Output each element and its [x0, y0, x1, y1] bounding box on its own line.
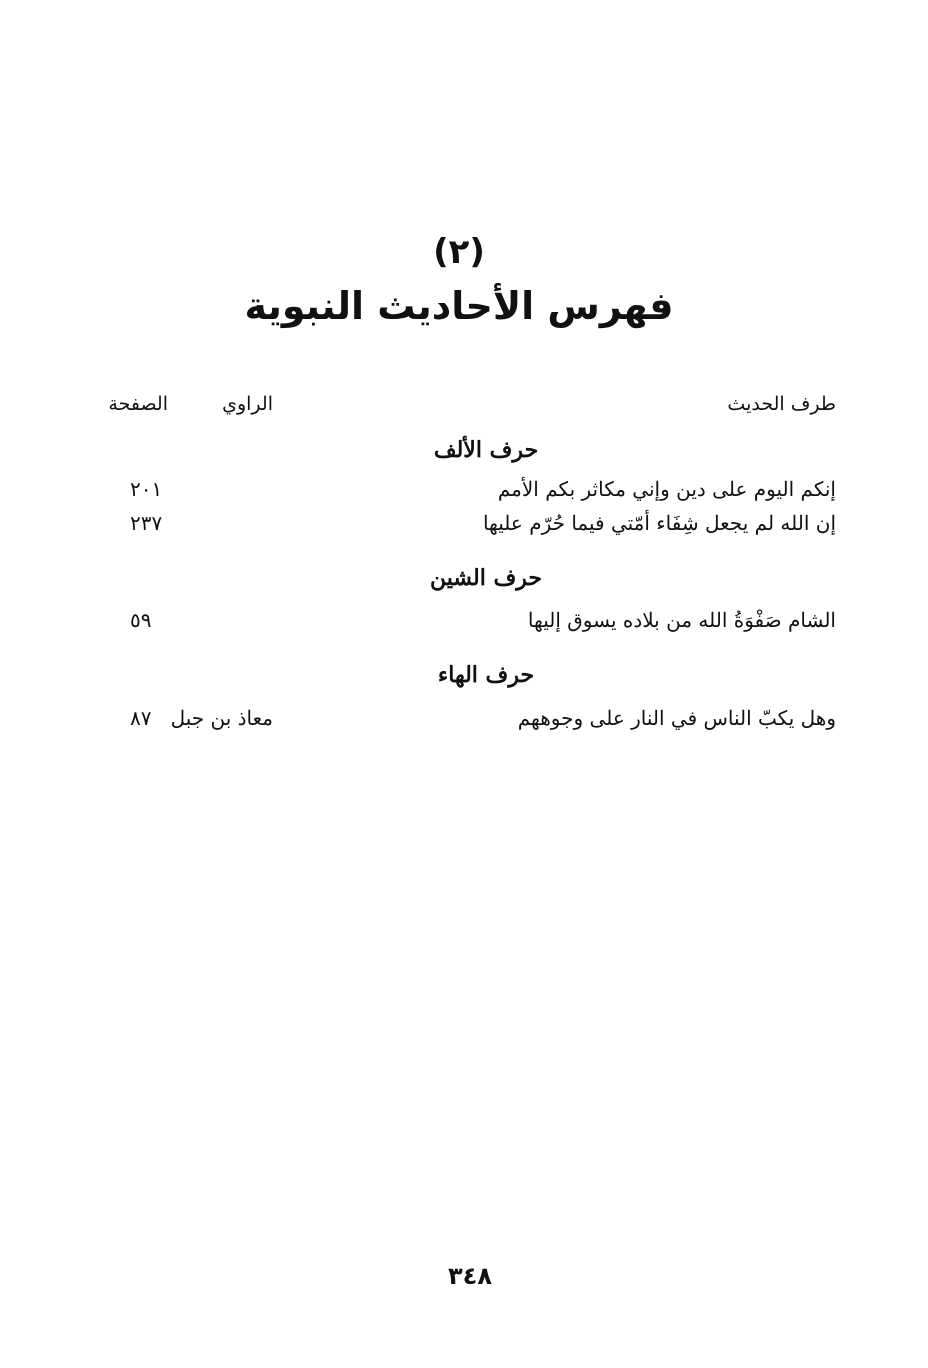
footer-page-number: ٣٤٨	[448, 1262, 492, 1290]
entry-page-number: ٢٣٧	[130, 511, 163, 535]
column-header-hadith: طرف الحديث	[727, 393, 836, 415]
column-header-page: الصفحة	[108, 393, 168, 415]
entry-page-number: ٨٧	[130, 706, 152, 730]
entry-hadith-text: إن الله لم يجعل شِفَاء أمّتي فيما حُرّم عليها	[482, 511, 836, 535]
column-header-rawi: الراوي	[222, 393, 273, 415]
entry-page-number: ٢٠١	[130, 477, 163, 501]
entry-rawi: معاذ بن جبل	[170, 706, 273, 730]
index-title: فهرس الأحاديث النبوية	[244, 284, 674, 328]
section-heading-alif: حرف الألف	[433, 437, 539, 463]
index-entry	[0, 477, 928, 511]
column-headers	[0, 393, 928, 423]
index-entry	[0, 608, 928, 642]
entry-hadith-text: الشام صَفْوَةُ الله من بلاده يسوق إليها	[527, 608, 836, 632]
index-number-heading: (٢)	[433, 232, 485, 272]
entry-page-number: ٥٩	[130, 608, 152, 632]
entry-hadith-text: إنكم اليوم على دين وإني مكاثر بكم الأمم	[497, 477, 836, 501]
section-heading-shin: حرف الشين	[429, 565, 543, 591]
index-entry	[0, 511, 928, 545]
entry-hadith-text: وهل يكبّ الناس في النار على وجوههم	[517, 706, 836, 730]
index-entry	[0, 706, 928, 740]
section-heading-ha: حرف الهاء	[437, 662, 535, 688]
